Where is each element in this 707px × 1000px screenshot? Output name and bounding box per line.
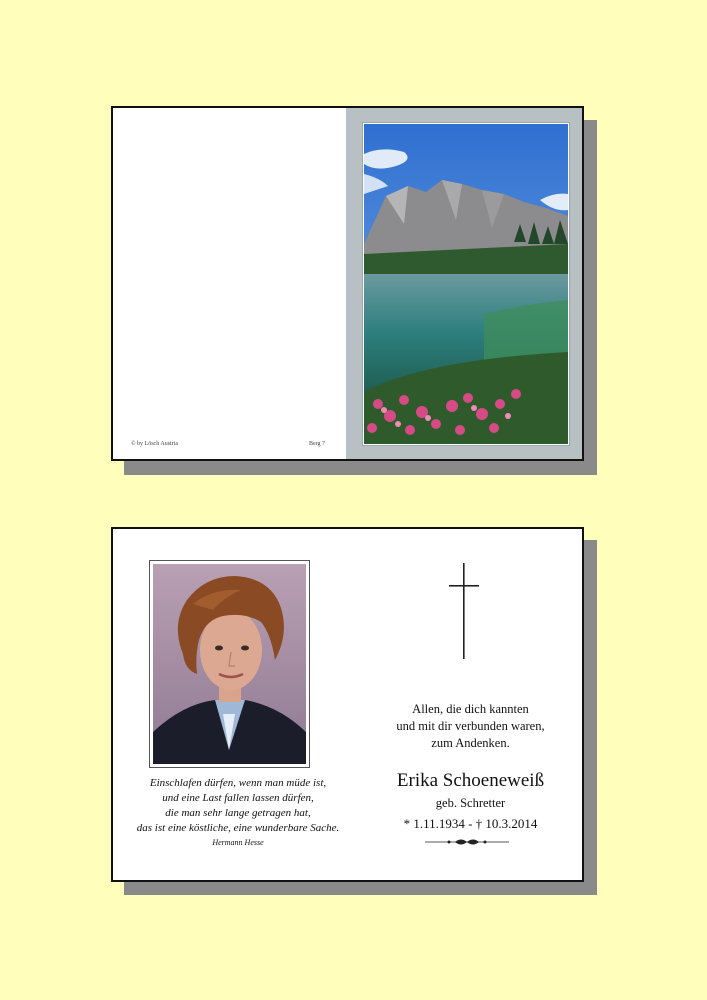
- deceased-name: Erika Schoeneweiß: [396, 770, 545, 791]
- front-card-photo-panel: [346, 108, 582, 459]
- design-code: Berg 7: [309, 441, 326, 447]
- front-card-blank-page: [113, 108, 346, 459]
- poem-line: und eine Last fallen lassen dürfen,: [162, 792, 314, 804]
- memorial-line: Allen, die dich kannten: [412, 702, 529, 716]
- cross-icon: [449, 563, 479, 659]
- life-dates: * 1.11.1934 - † 10.3.2014: [403, 816, 538, 831]
- memorial-line: und mit dir verbunden waren,: [396, 719, 545, 733]
- copyright-text: © by Lösch Austria: [131, 441, 179, 447]
- maiden-name: geb. Schretter: [435, 796, 506, 810]
- memorial-text: [368, 701, 573, 752]
- mountain-lake-photo: [363, 123, 569, 445]
- poem-line: Einschlafen dürfen, wenn man müde ist,: [149, 777, 327, 789]
- portrait-photo: [153, 564, 306, 764]
- portrait-frame: [149, 560, 310, 768]
- back-card: [111, 527, 584, 882]
- memorial-line: zum Andenken.: [431, 736, 510, 750]
- poem-author: Hermann Hesse: [212, 838, 264, 847]
- front-card: [111, 106, 584, 461]
- ornament-divider-icon: [425, 837, 509, 847]
- poem: [113, 776, 363, 849]
- poem-line: die man sehr lange getragen hat,: [165, 807, 311, 819]
- poem-line: das ist eine köstliche, eine wunderbare Sache.: [136, 822, 340, 834]
